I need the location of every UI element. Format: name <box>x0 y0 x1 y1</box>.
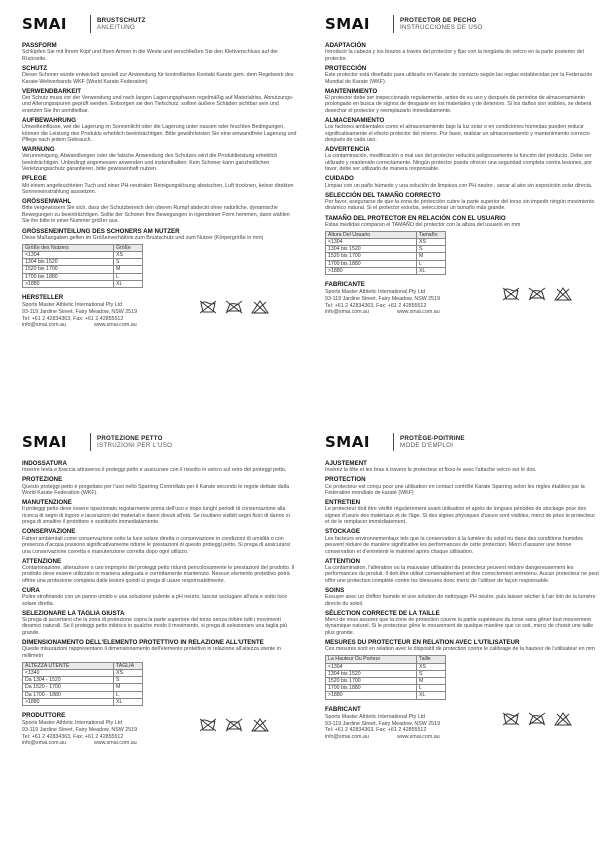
manufacturer-name: Sports Master Athletic International Pty Ltd <box>22 720 123 727</box>
section-heading: SOINS <box>325 586 345 594</box>
page-subtitle: MODE D'EMPLOI <box>400 442 454 449</box>
section-body: Questo proteggi petto è progettato per l'uso nello Sparring Controllato per il Karate secondo le regole dettate dalla World Karate Federation (WKF). <box>22 483 289 496</box>
table-cell-size: XS <box>417 239 446 246</box>
care-symbols <box>199 300 269 314</box>
instruction-section <box>325 215 600 229</box>
table-row <box>326 253 446 260</box>
page-title-block <box>97 435 172 450</box>
brand-logo: SMAI <box>22 15 67 33</box>
manufacturer-contact <box>22 740 187 747</box>
section-heading: SELEZIONARE LA TAGLIA GIUSTA <box>22 609 125 617</box>
page-title-block <box>400 435 465 450</box>
manufacturer-address: 93-119 Jardine Street, Fairy Meadow, NSW 2519 <box>22 727 138 733</box>
manufacturer-email[interactable]: info@smai.com.au <box>325 309 369 316</box>
table-header-size: Tamaño <box>417 231 446 238</box>
section-body: Diese Maßangaben gelten im Größenverhältnis zum Brustschutz und zum Nutzer (Körpergröße in mm) <box>22 234 264 241</box>
table-cell-size: S <box>417 246 446 253</box>
instruction-section <box>22 460 297 474</box>
table-cell-height: <1304 <box>326 663 417 670</box>
table-row <box>23 691 143 698</box>
size-table <box>325 231 446 275</box>
page-footer <box>325 706 600 741</box>
table-row <box>23 259 143 266</box>
instruction-section <box>22 528 297 555</box>
table-row <box>23 670 143 677</box>
no-iron-icon <box>528 287 546 301</box>
table-row <box>23 273 143 280</box>
instruction-page <box>325 432 600 741</box>
section-body: Pulire strofinando con un panno umido e una soluzione pulente a pH neutro, lasciar asciugare all'aria e sotto luce solare diretta. <box>22 594 288 607</box>
instruction-section <box>325 460 600 474</box>
instruction-section <box>325 117 600 144</box>
section-body: Insérez la tête et les bras à travers le protecteur et fixez-le avec l'attache velcro sur le dos. <box>325 467 537 474</box>
section-heading: ATTENZIONE <box>22 557 62 565</box>
instruction-section <box>325 476 600 496</box>
no-iron-icon <box>225 300 243 314</box>
table-cell-height: 1700 bis 1880 <box>326 685 417 692</box>
instruction-page <box>22 14 297 329</box>
page-footer <box>325 281 600 316</box>
care-symbols <box>502 712 572 726</box>
table-cell-size: M <box>417 677 446 684</box>
table-header-size: Taille <box>417 656 446 663</box>
section-body: El protector debe ser inspeccionado regularmente, antes de su uso y después de periodos de almacenamiento prolongado en busca de signos de desgaste en los materiales y de deterioro. Si los daños son visibles, se deberá desechar el protector y reemplazarlo inmediatamente. <box>325 94 592 114</box>
table-cell-size: XL <box>114 698 143 705</box>
section-body: Dieser Schoner wurde entwickelt speziell zur Anwendung für kontrolliertes Kontakt Karate gem. dem Regelwerk des Karate-Weltverbands WKF (World Karate Federation) <box>22 72 294 85</box>
table-cell-height: 1700 bis 1880 <box>326 260 417 267</box>
manufacturer-heading: PRODUTTORE <box>22 712 66 720</box>
section-body: La contaminación, modificación o mal uso del protector reducirá peligrosamente la función del producto. Debe ser utilizado y mantenido correctamente. Ningún protector puede ofrecer una seguridad completa contra lesiones, por favor, debe ser utilizado de manera responsable. <box>325 153 593 173</box>
no-wash-icon <box>199 718 217 732</box>
instruction-page <box>325 14 600 316</box>
table-cell-height: 1700 bis 1880 <box>23 273 114 280</box>
table-cell-size: XS <box>417 663 446 670</box>
table-cell-height: Da 1700 - 1880 <box>23 691 114 698</box>
manufacturer-address: 93-119 Jardine Street, Fairy Meadow, NSW 2519 <box>325 296 441 302</box>
table-row <box>326 685 446 692</box>
section-heading: PFLEGE <box>22 175 47 183</box>
section-body: Bitte vergewissern Sie sich, dass der Schutzbereich den oberen Rumpf abdeckt ohne natürliche, dynamische Bewegungen zu beeinträchtigen. Sollte der Schoner Ihre Bewegungen in irgendeiner Form hemmen, dann wählen Sie ihn bitte in einer Nummer größer aus. <box>22 205 290 225</box>
section-heading: AJUSTEMENT <box>325 460 367 467</box>
table-cell-size: M <box>114 266 143 273</box>
section-heading: GRÖSSENWAHL <box>22 198 72 206</box>
instruction-section <box>22 146 297 173</box>
section-heading: VERWENDBARKEIT <box>22 87 82 95</box>
instruction-section <box>325 42 600 62</box>
section-heading: PROTEZIONE <box>22 476 63 484</box>
instruction-section <box>22 65 297 85</box>
manufacturer-website[interactable]: www.smai.com.au <box>94 740 137 747</box>
table-row <box>326 677 446 684</box>
section-body: Mit einem angefeuchteten Tuch und einer PH-neutralen Reinigungslösung abwischen, Luft trocknen, keiner direkten Sonneneinstrahlung aussetzen. <box>22 182 294 196</box>
section-body: Ce protecteur est conçu pour une utilisation en contact contrôlé Karate Sparring selon les règles établies par la Fédération mondiale de karaté (WKF) <box>325 483 585 496</box>
table-cell-size: L <box>114 273 143 280</box>
brand-logo: SMAI <box>325 15 370 33</box>
manufacturer-contact <box>325 309 490 316</box>
section-heading: MANTENIMIENTO <box>325 87 378 95</box>
instruction-section <box>325 587 600 607</box>
no-iron-icon <box>225 718 243 732</box>
instruction-section <box>22 558 297 585</box>
instruction-section <box>22 228 297 242</box>
section-body: Verunreinigung, Abwandlungen oder die falsche Anwendung des Schutzes wird die Produktleistung erheblich beeinträchtigen. Unbedingt angemessen anwenden und instandhalten. Kein Schoner kann ganzheitlichen Verletzungsschutz garantieren, bitte gewissenhaft nutzen. <box>22 153 278 173</box>
table-cell-height: 1304 bis 1520 <box>326 246 417 253</box>
section-heading: PROTECTION <box>325 476 366 484</box>
section-heading: CUIDADO <box>325 175 354 183</box>
page-title-block <box>400 17 483 32</box>
page-subtitle: INSTRUCCIONES DE USO <box>400 24 483 31</box>
no-bleach-icon <box>251 300 269 314</box>
table-cell-height: 1304 bis 1520 <box>326 670 417 677</box>
no-bleach-icon <box>251 718 269 732</box>
page-header <box>325 432 600 452</box>
section-body: Si prega di accertarsi che la zona di protezione copra la parte superiore del torso senza inibire tutti i movimenti dinamici naturali. Se il proteggi petto inibisce in qualche modo il movimento, si prega di selezionare una taglia più grande. <box>22 616 287 636</box>
section-heading: MANUTENZIONE <box>22 499 72 507</box>
brand-logo: SMAI <box>325 433 370 451</box>
section-heading: PASSFORM <box>22 42 57 49</box>
size-table <box>22 662 143 706</box>
section-heading: CONSERVAZIONE <box>22 528 76 536</box>
section-heading: ADVERTENCIA <box>325 146 370 154</box>
header-divider <box>393 15 394 33</box>
instruction-page <box>22 432 297 747</box>
table-cell-height: 1304 bis 1520 <box>23 259 114 266</box>
manufacturer-website[interactable]: www.smai.com.au <box>397 733 440 740</box>
instruction-section <box>325 146 600 173</box>
section-body: Contaminazione, alterazione o uso improprio del proteggi petto ridurrà pericolosamente le prestazioni del prodotto. Il prodotto deve essere utilizzato in maniera adeguata e correttamente mantenuto. Nessun elemento protettivo potrà offrire una protezione completa dalle lesioni quindi si prega di usare responsabilmente. <box>22 564 295 584</box>
table-cell-size: S <box>114 677 143 684</box>
table-cell-height: >1880 <box>23 280 114 287</box>
table-cell-size: XS <box>114 670 143 677</box>
size-table <box>22 244 143 288</box>
table-row <box>326 663 446 670</box>
instruction-section <box>325 558 600 585</box>
instruction-section <box>22 610 297 637</box>
section-heading: STOCKAGE <box>325 528 360 536</box>
table-cell-height: 1520 bis 1700 <box>23 266 114 273</box>
table-cell-size: XS <box>114 252 143 259</box>
table-header-row <box>326 231 446 238</box>
instruction-section <box>22 476 297 496</box>
no-wash-icon <box>502 287 520 301</box>
table-row <box>326 260 446 267</box>
manufacturer-contact <box>22 322 187 329</box>
manufacturer-address: 93-119 Jardine Street, Fairy Meadow, NSW 2519 <box>22 309 138 315</box>
table-cell-height: Da 1304 - 1520 <box>23 677 114 684</box>
page-title: BRUSTSCHUTZ <box>97 16 146 24</box>
table-row <box>326 246 446 253</box>
manufacturer-phone: Tel: +61 2 42834363, Fax: +61 2 42855512 <box>22 733 124 740</box>
table-cell-size: M <box>417 253 446 260</box>
manufacturer-name: Sports Master Athletic International Pty Ltd <box>325 289 426 296</box>
instruction-section <box>22 587 297 607</box>
page-subtitle: ANLEITUNG <box>97 24 136 31</box>
table-row <box>23 266 143 273</box>
section-heading: ENTRETIEN <box>325 499 361 507</box>
section-body: Il proteggi petto deve essere ispezionato regolarmente prima dell'uso e dopo lunghi periodi di conservazione alla ricerca di segni di logoro e lacerazioni dei materiali e danni dovuti all'età. Se risultano visibili segni fisici di danno si prega di smaltire il protettore e sostituirlo immediatamente. <box>22 506 290 526</box>
manufacturer-website[interactable]: www.smai.com.au <box>397 309 440 316</box>
no-bleach-icon <box>554 287 572 301</box>
care-symbols <box>199 718 269 732</box>
section-body: Limpiar con un paño húmedo y una solución de limpieza con PH neutro , secar al aire sin exposición solar directa. <box>325 182 593 189</box>
table-cell-size: L <box>417 260 446 267</box>
instruction-section <box>325 88 600 115</box>
table-header-row <box>23 244 143 251</box>
instruction-section <box>325 192 600 212</box>
no-wash-icon <box>199 300 217 314</box>
table-header-height: ALTEZZA UTENTE <box>23 662 114 669</box>
section-body: La contamination, l'altération ou la mauvaise utilisation du protecteur peuvent réduire dangereusement les performances du produit. Il doit être utilisé convenablement et être correctement entretenu. Aucun protecteur ne peut offrir une protection complète contre les blessures donc merci de l'utiliser de façon responsable. <box>325 564 599 584</box>
page-title: PROTÈGE-POITRINE <box>400 434 465 442</box>
section-heading: PROTECCIÓN <box>325 64 367 72</box>
no-bleach-icon <box>554 712 572 726</box>
manufacturer-contact <box>325 734 490 741</box>
table-header-row <box>326 656 446 663</box>
manufacturer-heading: FABRICANT <box>325 705 361 713</box>
table-cell-size: XL <box>417 692 446 699</box>
section-heading: ADAPTACIÓN <box>325 42 366 49</box>
section-heading: MESURES DU PROTECTEUR EN RELATION AVEC L'UTILISATEUR <box>325 639 520 647</box>
section-heading: DIMENSIONAMENTO DELL'ELEMENTO PROTETTIVO IN RELAZIONE ALL'UTENTE <box>22 639 264 647</box>
section-heading: ALMACENAMIENTO <box>325 116 385 124</box>
header-divider <box>393 433 394 451</box>
table-cell-height: 1520 bis 1700 <box>326 253 417 260</box>
section-heading: TAMAÑO DEL PROTECTOR EN RELACIÓN CON EL USUARIO <box>325 214 506 222</box>
section-body: Umwelteinflüsse, wie die Lagerung im Sonnenlicht oder die Lagerung unter nassen oder feuchten Bedingungen, können die Leistung des Produkts erheblich beeinträchtigen. Bitte gewährleisten Sie eine einwandfreie Lagerung und Pflege nach jedem Gebrauch. <box>22 124 297 144</box>
table-cell-height: <1304 <box>23 252 114 259</box>
table-row <box>326 692 446 699</box>
manufacturer-block <box>325 706 490 741</box>
section-heading: WARNUNG <box>22 146 55 154</box>
page-title: PROTECTOR DE PECHO <box>400 16 477 24</box>
instruction-section <box>22 198 297 225</box>
instruction-section <box>325 639 600 653</box>
manufacturer-block <box>22 294 187 329</box>
table-cell-height: 1520 bis 1700 <box>326 677 417 684</box>
section-heading: CURA <box>22 586 40 594</box>
page-header <box>325 14 600 34</box>
table-cell-size: M <box>114 684 143 691</box>
table-header-row <box>23 662 143 669</box>
instruction-section <box>22 639 297 659</box>
table-header-size: TAGLIA <box>114 662 143 669</box>
manufacturer-email[interactable]: info@smai.com.au <box>22 322 66 329</box>
table-cell-height: >1880 <box>326 267 417 274</box>
section-body: Estas medidas comparan el TAMAÑO del protector con la altura del usuario en mm <box>325 221 521 228</box>
table-row <box>23 698 143 705</box>
table-header-size: Größe <box>114 244 143 251</box>
manufacturer-name: Sports Master Athletic International Pty Ltd <box>325 713 426 720</box>
section-heading: ATTENTION <box>325 557 360 565</box>
section-heading: SELECCIÓN DEL TAMAÑO CORRECTO <box>325 191 441 199</box>
section-body: Inserire testa e braccia attraverso il proteggi petto e assicurare con il risvolto in velcro sul retro del proteggi petto. <box>22 467 287 474</box>
no-iron-icon <box>528 712 546 726</box>
section-body: Introducir la cabeza y los brazos a través del protector y fijar con la lengüeta de velcro en la parte posterior del protector. <box>325 49 584 62</box>
instruction-section <box>325 65 600 85</box>
section-heading: SCHUTZ <box>22 64 48 72</box>
table-row <box>23 677 143 684</box>
page-title-block <box>97 17 146 32</box>
table-row <box>23 280 143 287</box>
table-cell-height: Da 1520 - 1700 <box>23 684 114 691</box>
table-cell-height: <1304 <box>326 239 417 246</box>
table-cell-size: XL <box>417 267 446 274</box>
section-body: Essuyer avec un chiffon humide et une solution de nettoyage PH neutre, puis laisser sécher à l'air loin de la lumière directe du soleil. <box>325 594 596 607</box>
section-body: Le protecteur doit être vérifié régulièrement avant utilisation et après de longues périodes de stockage pour des signes d'usure des matériaux et de l'âge. Si des signes physiques d'usure sont visibles, merci de jetez le protecteur et de le remplacer immédiatement. <box>325 506 596 526</box>
instruction-section <box>22 88 297 115</box>
table-cell-height: >1880 <box>326 692 417 699</box>
table-cell-size: S <box>114 259 143 266</box>
section-heading: INDOSSATURA <box>22 460 67 467</box>
table-cell-size: L <box>114 691 143 698</box>
header-divider <box>90 15 91 33</box>
manufacturer-name: Sports Master Athletic International Pty Ltd <box>22 302 123 309</box>
size-table <box>325 655 446 699</box>
table-cell-height: <1340 <box>23 670 114 677</box>
manufacturer-address: 93-119 Jardine Street, Fairy Meadow, NSW 2519 <box>325 720 441 727</box>
page-footer <box>22 712 297 747</box>
instruction-section <box>22 175 297 195</box>
manufacturer-block <box>22 712 187 747</box>
manufacturer-email[interactable]: info@smai.com.au <box>22 740 66 747</box>
manufacturer-phone: Tel: +61 2 42834363, Fax: +61 2 42855512 <box>325 302 427 309</box>
page-title: PROTEZIONE PETTO <box>97 434 163 442</box>
section-body: Este protector está diseñado para utilizarlo en Karate de contacto según las reglas establecidas por la Federación Mundial de Karate (WKF). <box>325 72 593 85</box>
instruction-section <box>325 175 600 189</box>
instruction-section <box>325 528 600 555</box>
table-cell-size: S <box>417 670 446 677</box>
manufacturer-block <box>325 281 490 316</box>
section-body: Ces mesures sont en relation avec le dispositif de protection contre le calibrage de la hauteur de l'utilisateur en mm <box>325 646 595 653</box>
header-divider <box>90 433 91 451</box>
instruction-section <box>22 499 297 526</box>
section-heading: GRÖSSENEINTEILUNG DES SCHONERS AM NUTZER <box>22 227 180 235</box>
brand-logo: SMAI <box>22 433 67 451</box>
manufacturer-website[interactable]: www.smai.com.au <box>94 322 137 329</box>
section-body: Fattori ambientali come conservazione sotto la luce solare diretta o conservazione in condizioni di umidità o con presenza d'acqua possono significativamente ridurre le prestazioni di questo proteggi petto. Si prega di assicurarsi una conservazione corretta e manutenzione corretta dopo ogni utilizzo. <box>22 535 291 555</box>
table-cell-size: L <box>417 685 446 692</box>
instruction-section <box>325 499 600 526</box>
section-body: Schlüpfen Sie mit Ihrem Kopf und Ihren Armen in die Weste und verschließen Sie den Klettverschluss auf der Rückseite. <box>22 49 279 62</box>
manufacturer-heading: HERSTELLER <box>22 294 64 302</box>
section-heading: AUFBEWAHRUNG <box>22 116 76 124</box>
section-body: Queste misurazioni rappresentano il dimensionamento dell'elemento protettivo in relazione all'altezza utente in millimetri <box>22 646 281 659</box>
manufacturer-heading: FABRICANTE <box>325 281 365 289</box>
care-symbols <box>502 287 572 301</box>
table-cell-size: XL <box>114 280 143 287</box>
section-heading: SÉLECTION CORRECTE DE LA TAILLE <box>325 609 440 617</box>
table-cell-height: >1880 <box>23 698 114 705</box>
instruction-section <box>325 610 600 637</box>
table-header-height: Altura Del Usuario <box>326 231 417 238</box>
manufacturer-email[interactable]: info@smai.com.au <box>325 733 369 740</box>
page-footer <box>22 294 297 329</box>
table-row <box>23 684 143 691</box>
manufacturer-phone: Tel: +61 2 42834363, Fax: +61 2 42855512 <box>22 315 124 322</box>
table-header-height: La Hauteur Du Porteur <box>326 656 417 663</box>
no-wash-icon <box>502 712 520 726</box>
table-header-height: Größe des Nutzers <box>23 244 114 251</box>
instruction-section <box>22 42 297 62</box>
page-header <box>22 432 297 452</box>
table-row <box>326 239 446 246</box>
instruction-section <box>22 117 297 144</box>
manufacturer-phone: Tel: +61 2 42834363, Fax: +61 2 42855512 <box>325 727 427 734</box>
page-subtitle: ISTRUZIONI PER L'USO <box>97 442 173 449</box>
section-body: Merci de vous assurez que la zone de protection couvre la partie supérieure du torse sans gêner tout mouvement dynamique naturel. Si le protecteur gêne le mouvement de quelque manière que ce soit, merci de choisir une taille plus grande. <box>325 616 594 636</box>
table-row <box>326 267 446 274</box>
table-row <box>23 252 143 259</box>
table-row <box>326 670 446 677</box>
section-body: Der Schutz muss vor der Verwendung und nach langen Lagerungsphasen regelmäßig auf Materialriss, Abnutzungs- und Alterungsspuren geprüft werden. Entsorgen sie den Tiefschutz, sollten äußere Schäden sichtbar sein und ersetzen Sie ihn unmittelbar. <box>22 94 294 114</box>
section-body: Por favor, asegurarse de que la zona de protección cubre la parte superior del torso sin impedir ningún movimiento dinámico natural. Si el protector estorba, seleccionar un tamaño más grande. <box>325 198 595 212</box>
page-header <box>22 14 297 34</box>
section-body: Les facteurs environnementaux tels que la conservation à la lumière du soleil ou dans des conditions humides peuvent réduire de manière significative les performances de cette protection. Merci d'assurer une bonne conservation et d'entretenir le matériel après chaque utilisation. <box>325 535 583 555</box>
section-body: Los factores ambientales como el almacenamiento bajo la luz solar o en condiciones húmedas pueden reducir significativamente el efecto protector del mismo. Por favor, realizar un almacenamiento y mantenimiento correcto después de cada uso. <box>325 124 590 144</box>
